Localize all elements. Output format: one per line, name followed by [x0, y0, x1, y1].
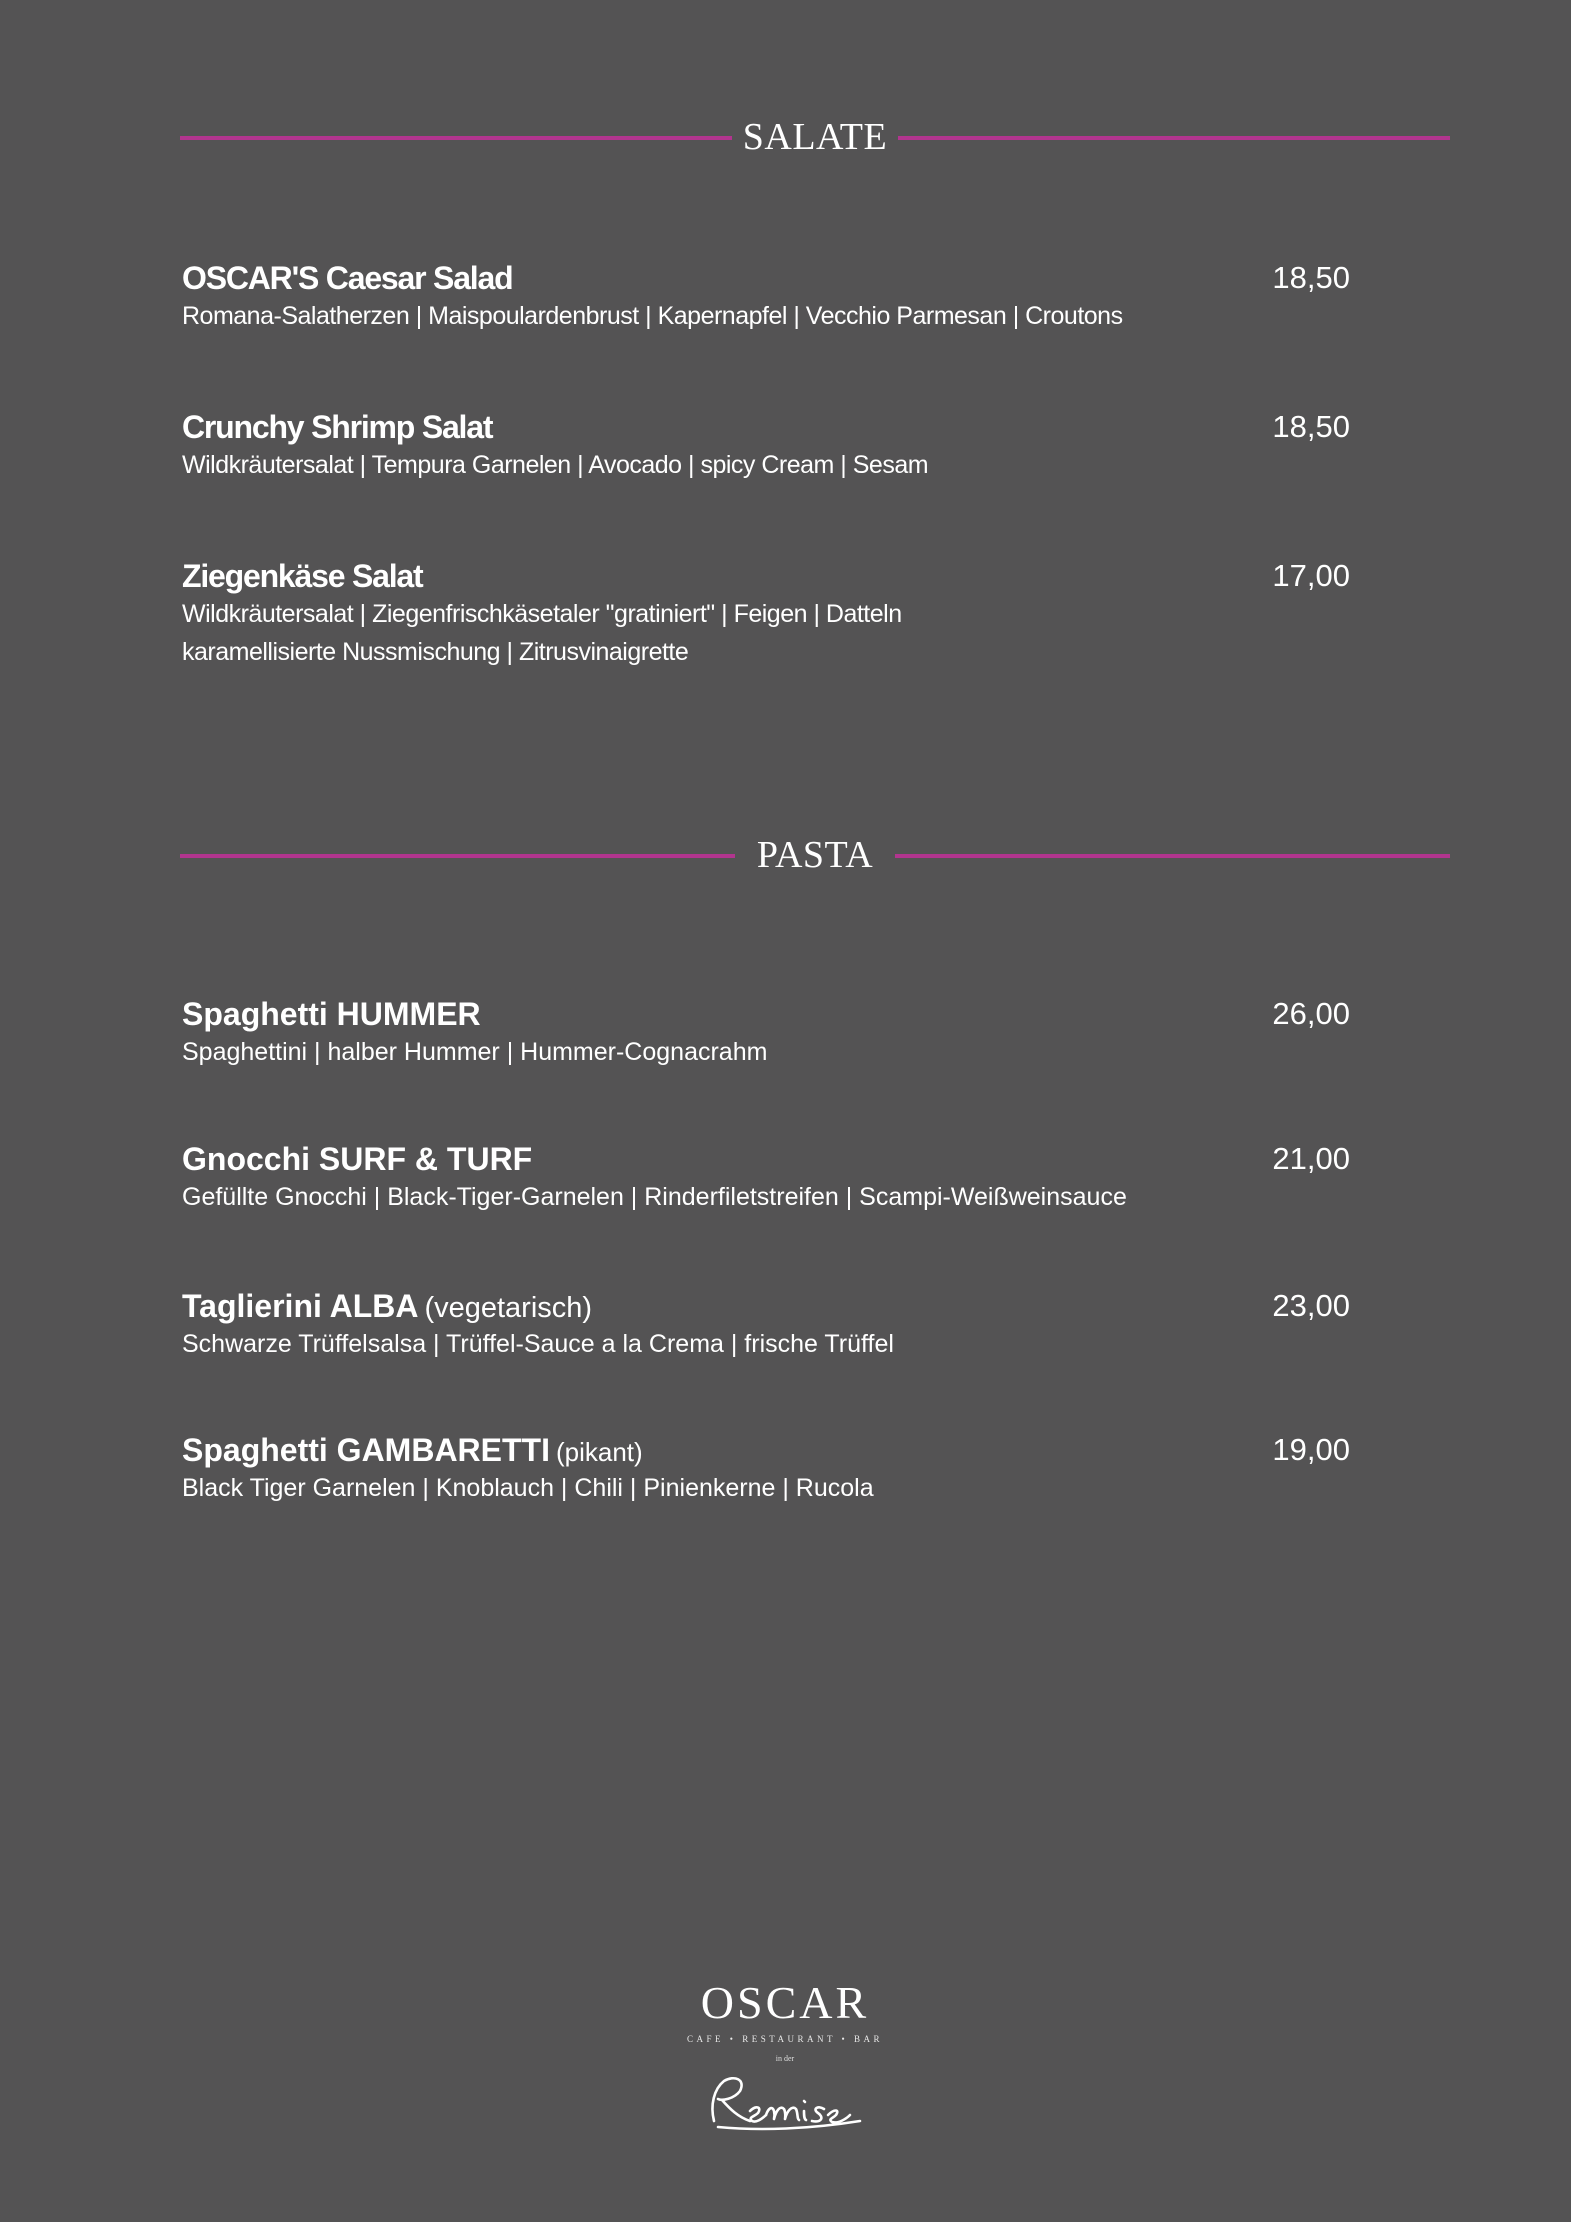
menu-item [182, 558, 1350, 671]
item-price: 18,50 [1272, 260, 1350, 295]
section-title: SALATE [742, 116, 888, 159]
remise-script-logo-icon [700, 2067, 870, 2137]
item-price: 18,50 [1272, 409, 1350, 444]
item-name [182, 1288, 1350, 1325]
item-name: OSCAR'S Caesar Salad [182, 260, 513, 296]
item-description: Gefüllte Gnocchi | Black-Tiger-Garnelen | Rinderfiletstreifen | Scampi-Weißweinsauce [182, 1182, 1127, 1211]
item-price: 17,00 [1272, 558, 1350, 593]
section-title: PASTA [756, 834, 874, 877]
item-description-line-2: karamellisierte Nussmischung | Zitrusvinaigrette [182, 637, 689, 666]
section-header-salate [180, 108, 1450, 168]
menu-item [182, 1432, 1350, 1507]
item-name [182, 1432, 1350, 1469]
restaurant-logo [635, 1977, 935, 2140]
item-description: Black Tiger Garnelen | Knoblauch | Chili | Pinienkerne | Rucola [182, 1473, 874, 1502]
menu-item [182, 1288, 1350, 1363]
item-description: Schwarze Trüffelsalsa | Trüffel-Sauce a la Crema | frische Trüffel [182, 1330, 894, 1359]
item-name-text: Taglierini ALBA [182, 1288, 419, 1324]
item-name: Spaghetti HUMMER [182, 996, 481, 1032]
menu-item [182, 260, 1350, 335]
menu-item [182, 996, 1350, 1071]
item-name: Crunchy Shrimp Salat [182, 409, 493, 445]
item-name: Ziegenkäse Salat [182, 558, 423, 594]
item-name: Gnocchi SURF & TURF [182, 1141, 533, 1177]
item-note: (pikant) [555, 1437, 643, 1467]
section-header-pasta [180, 826, 1450, 886]
item-price: 21,00 [1272, 1141, 1350, 1176]
menu-item [182, 409, 1350, 484]
item-price: 23,00 [1272, 1288, 1350, 1323]
item-price: 19,00 [1272, 1432, 1350, 1467]
item-description: Romana-Salatherzen | Maispoulardenbrust | Kapernapfel | Vecchio Parmesan | Croutons [182, 301, 1123, 330]
item-price: 26,00 [1272, 996, 1350, 1031]
item-description: Spaghettini | halber Hummer | Hummer-Cognacrahm [182, 1037, 768, 1066]
logo-tagline: CAFE • RESTAURANT • BAR [687, 2034, 883, 2044]
menu-item [182, 1141, 1350, 1216]
divider-line-right [895, 854, 1450, 858]
item-note: (vegetarisch) [424, 1292, 593, 1324]
divider-line-right [898, 136, 1450, 140]
logo-brand: OSCAR [700, 1977, 870, 2028]
logo-connector: in der [775, 2054, 795, 2063]
item-name-text: Spaghetti GAMBARETTI [182, 1432, 550, 1468]
item-description: Wildkräutersalat | Tempura Garnelen | Avocado | spicy Cream | Sesam [182, 450, 929, 479]
item-description: Wildkräutersalat | Ziegenfrischkäsetaler "gratiniert" | Feigen | Datteln [182, 599, 902, 628]
